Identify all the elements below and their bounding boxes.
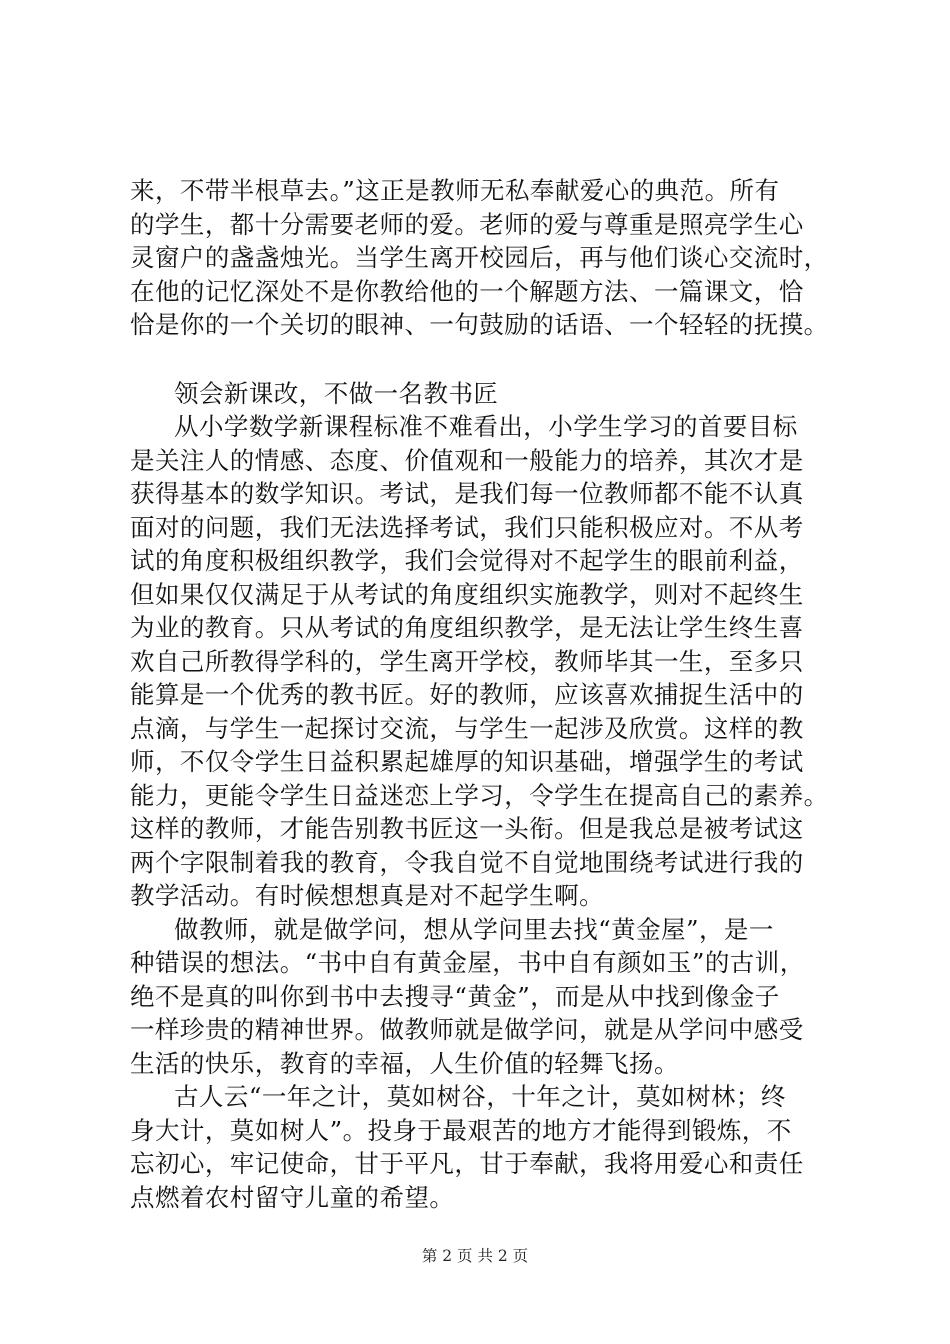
text-line: 试的角度积极组织教学，我们会觉得对不起学生的眼前利益， — [130, 546, 804, 575]
text-line: 恰是你的一个关切的眼神、一句鼓励的话语、一个轻轻的抚摸。 — [130, 310, 829, 339]
paragraph — [130, 913, 830, 1081]
text-line: 的学生，都十分需要老师的爱。老师的爱与尊重是照亮学生心 — [130, 209, 804, 239]
text-line: 但如果仅仅满足于从考试的角度组织实施教学，则对不起终生 — [130, 579, 804, 609]
section-heading — [130, 377, 830, 411]
text-line: 绝不是真的叫你到书中去搜寻“黄金”，而是从中找到像金子 — [130, 981, 780, 1011]
paragraph — [130, 410, 830, 913]
text-line: 种错误的想法。“书中自有黄金屋，书中自有颜如玉”的古训， — [130, 948, 805, 977]
text-line: 忘初心，牢记使命，甘于平凡，甘于奉献，我将用爱心和责任 — [130, 1149, 804, 1178]
text-line: 生活的快乐，教育的幸福，人生价值的轻舞飞扬。 — [130, 1048, 679, 1078]
text-line: 是关注人的情感、态度、价值观和一般能力的培养，其次才是 — [130, 445, 804, 475]
paragraph — [130, 1080, 830, 1214]
page-footer: 第 2 页 共 2 页 — [421, 1247, 529, 1265]
paragraph-gap — [130, 342, 830, 377]
text-line: 这样的教师，才能告别教书匠这一头衔。但是我总是被考试这 — [130, 814, 804, 843]
text-line: 做教师，就是做学问，想从学问里去找“黄金屋”，是一 — [174, 914, 774, 944]
document-body — [130, 174, 830, 1214]
text-line: 获得基本的数学知识。考试，是我们每一位教师都不能不认真 — [130, 479, 804, 508]
text-line: 能算是一个优秀的教书匠。好的教师，应该喜欢捕捉生活中的 — [130, 680, 804, 709]
text-line: 在他的记忆深处不是你教给他的一个解题方法、一篇课文，恰 — [130, 276, 804, 306]
text-line: 为业的教育。只从考试的角度组织教学，是无法让学生终生喜 — [130, 613, 804, 642]
text-line: 一样珍贵的精神世界。做教师就是做学问，就是从学问中感受 — [130, 1015, 804, 1044]
text-line: 灵窗户的盏盏烛光。当学生离开校园后，再与他们谈心交流时， — [130, 243, 829, 272]
text-line: 点滴，与学生一起探讨交流，与学生一起涉及欣赏。这样的教 — [130, 713, 804, 743]
text-line: 两个字限制着我的教育，令我自觉不自觉地围绕考试进行我的 — [130, 847, 804, 877]
text-line: 来，不带半根草去。”这正是教师无私奉献爱心的典范。所有 — [130, 176, 780, 205]
text-line: 身大计，莫如树人”。投身于最艰苦的地方才能得到锻炼，不 — [130, 1115, 792, 1145]
paragraph — [130, 174, 830, 342]
text-line: 面对的问题，我们无法选择考试，我们只能积极应对。不从考 — [130, 512, 804, 542]
text-line: 教学活动。有时候想想真是对不起学生啊。 — [130, 881, 605, 910]
text-line: 能力，更能令学生日益迷恋上学习，令学生在提高自己的素养。 — [130, 780, 829, 810]
text-line: 古人云“一年之计，莫如树谷，十年之计，莫如树林；终 — [174, 1082, 786, 1111]
text-line: 欢自己所教得学科的，学生离开学校，教师毕其一生，至多只 — [130, 646, 804, 676]
text-line: 点燃着农村留守儿童的希望。 — [130, 1182, 455, 1212]
text-line: 从小学数学新课程标准不难看出，小学生学习的首要目标 — [174, 412, 798, 441]
text-line: 领会新课改，不做一名教书匠 — [174, 378, 499, 408]
text-line: 师，不仅令学生日益积累起雄厚的知识基础，增强学生的考试 — [130, 747, 804, 776]
